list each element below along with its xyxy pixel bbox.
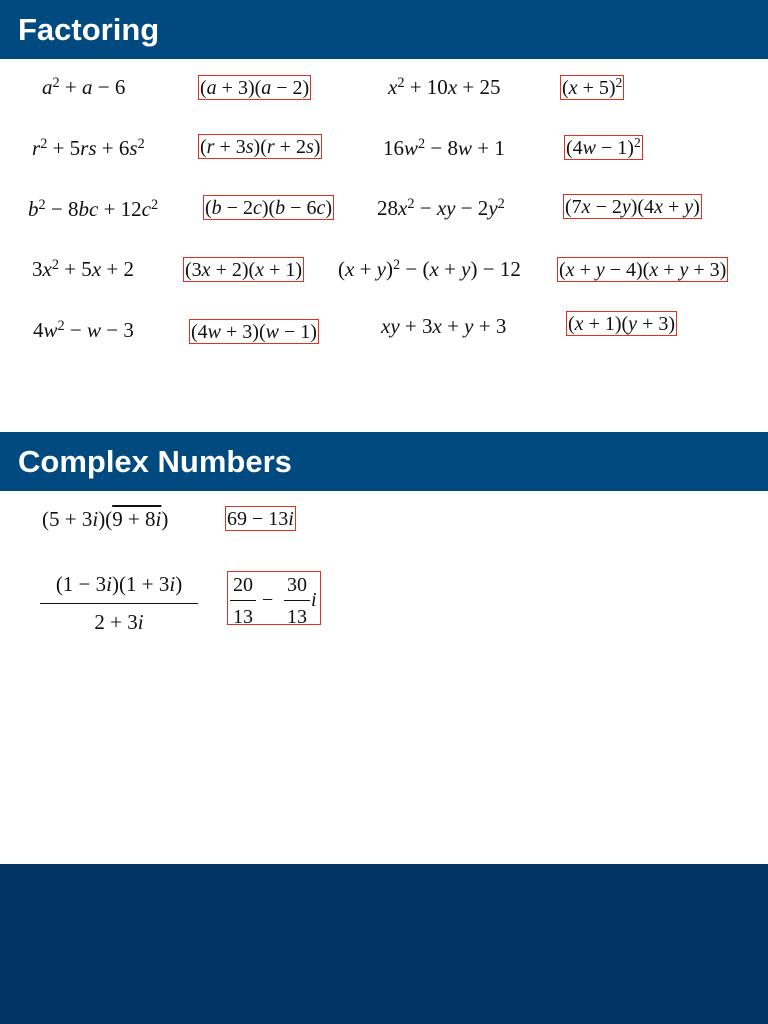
section-header-factoring — [0, 0, 768, 59]
factoring-answer-8: (x + y − 4)(x + y + 3) — [559, 259, 727, 281]
complex-problem-2: $\frac{(1 - 3i)(1 + 3i)}{2 + 3i}$ — [40, 572, 198, 635]
factoring-answer-5: (b − 2c)(b − 6c) — [205, 197, 333, 219]
complex-problem-1: (5 + 3i)(9 + 8i) — [42, 507, 169, 531]
factoring-problem-1: $a^2 + a - 6$ — [42, 74, 126, 99]
factoring-problem-9: $4w^2 - w - 3$ — [33, 317, 134, 342]
factoring-answer-4: $(4w - 1)^2$ — [566, 135, 641, 159]
factoring-answer-9: (4w + 3)(w − 1) — [191, 321, 317, 343]
factoring-answer-6: (7x − 2y)(4x + y) — [565, 196, 700, 218]
section-header-complex-numbers — [0, 432, 768, 491]
complex-answer-1: 69 − 13i — [227, 508, 294, 530]
factoring-answer-3: (r + 3s)(r + 2s) — [200, 136, 321, 158]
section-title: Complex Numbers — [18, 444, 292, 479]
factoring-problem-4: $16w^2 - 8w + 1$ — [383, 135, 505, 160]
factoring-problem-5: $b^2 - 8bc + 12c^2$ — [28, 196, 159, 221]
factoring-answer-7: (3x + 2)(x + 1) — [185, 259, 303, 281]
factoring-answer-1: (a + 3)(a − 2) — [200, 77, 310, 99]
footer-bar — [0, 864, 768, 1024]
complex-answer-2: 20 13 − 30 13 i — [227, 571, 321, 625]
factoring-problem-2: $x^2 + 10x + 25$ — [388, 74, 501, 99]
factoring-problem-10: xy + 3x + y + 3 — [381, 314, 507, 338]
factoring-answer-10: (x + 1)(y + 3) — [568, 313, 676, 335]
factoring-problem-8: $(x + y)^2 - (x + y) - 12$ — [338, 256, 521, 281]
factoring-problem-6: $28x^2$ − xy − $2y^2$ — [377, 195, 505, 220]
factoring-problem-3: $r^2 + 5rs + 6s^2$ — [32, 135, 145, 160]
factoring-answer-2: $(x + 5)^2$ — [562, 75, 623, 99]
section-title: Factoring — [18, 12, 160, 47]
factoring-problem-7: $3x^2 + 5x + 2$ — [32, 256, 134, 281]
